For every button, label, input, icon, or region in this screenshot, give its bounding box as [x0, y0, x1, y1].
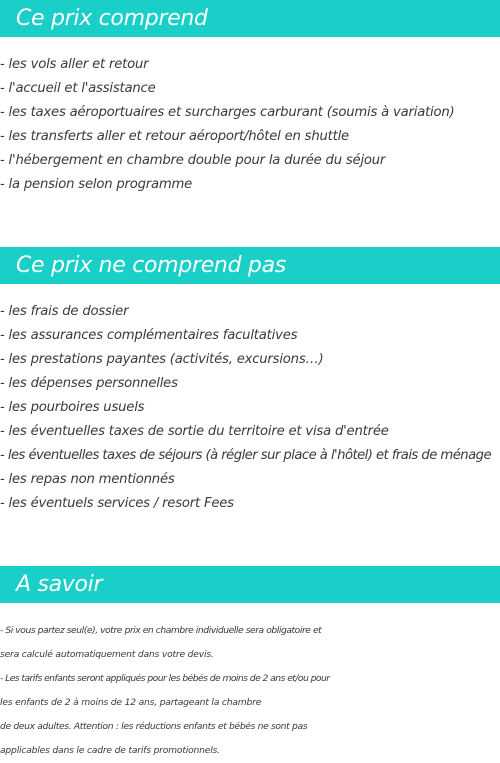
list-item: - les éventuels services / resort Fees: [0, 496, 234, 511]
list-item: - les dépenses personnelles: [0, 376, 178, 391]
text-line: sera calculé automatiquement dans votre devis.: [0, 649, 214, 660]
good-to-know-text: [0, 619, 500, 763]
text-line: - Si vous partez seul(e), votre prix en chambre individuelle sera obligatoire et: [0, 625, 322, 636]
list-item: - les vols aller et retour: [0, 57, 149, 72]
text-line: de deux adultes. Attention : les réductions enfants et bébés ne sont pas: [0, 721, 308, 732]
list-item: - les prestations payantes (activités, excursions…): [0, 352, 324, 367]
included-list: [0, 53, 454, 197]
list-item: - l'hébergement en chambre double pour la durée du séjour: [0, 153, 386, 168]
list-item: - les transferts aller et retour aéroport/hôtel en shuttle: [0, 129, 349, 144]
text-line: - Les tarifs enfants seront appliqués pour les bébés de moins de 2 ans et/ou pour: [0, 673, 330, 684]
section-header-not-included: [0, 247, 500, 284]
not-included-list: [0, 300, 491, 516]
section-title-not-included: Ce prix ne comprend pas: [16, 253, 286, 278]
section-title-good-to-know: A savoir: [16, 572, 103, 597]
list-item: - les repas non mentionnés: [0, 472, 175, 487]
list-item: - les éventuelles taxes de séjours (à régler sur place à l'hôtel) et frais de ménage: [0, 448, 492, 463]
list-item: - les taxes aéroportuaires et surcharges carburant (soumis à variation): [0, 105, 455, 120]
text-line: les enfants de 2 à moins de 12 ans, partageant la chambre: [0, 697, 262, 708]
list-item: - l'accueil et l'assistance: [0, 81, 156, 96]
list-item: - les éventuelles taxes de sortie du territoire et visa d'entrée: [0, 424, 389, 439]
list-item: - les frais de dossier: [0, 304, 129, 319]
text-line: applicables dans le cadre de tarifs promotionnels.: [0, 745, 220, 756]
section-title-included: Ce prix comprend: [16, 6, 208, 31]
list-item: - la pension selon programme: [0, 177, 193, 192]
section-header-good-to-know: [0, 566, 500, 603]
section-header-included: [0, 0, 500, 37]
list-item: - les assurances complémentaires facultatives: [0, 328, 298, 343]
list-item: - les pourboires usuels: [0, 400, 145, 415]
